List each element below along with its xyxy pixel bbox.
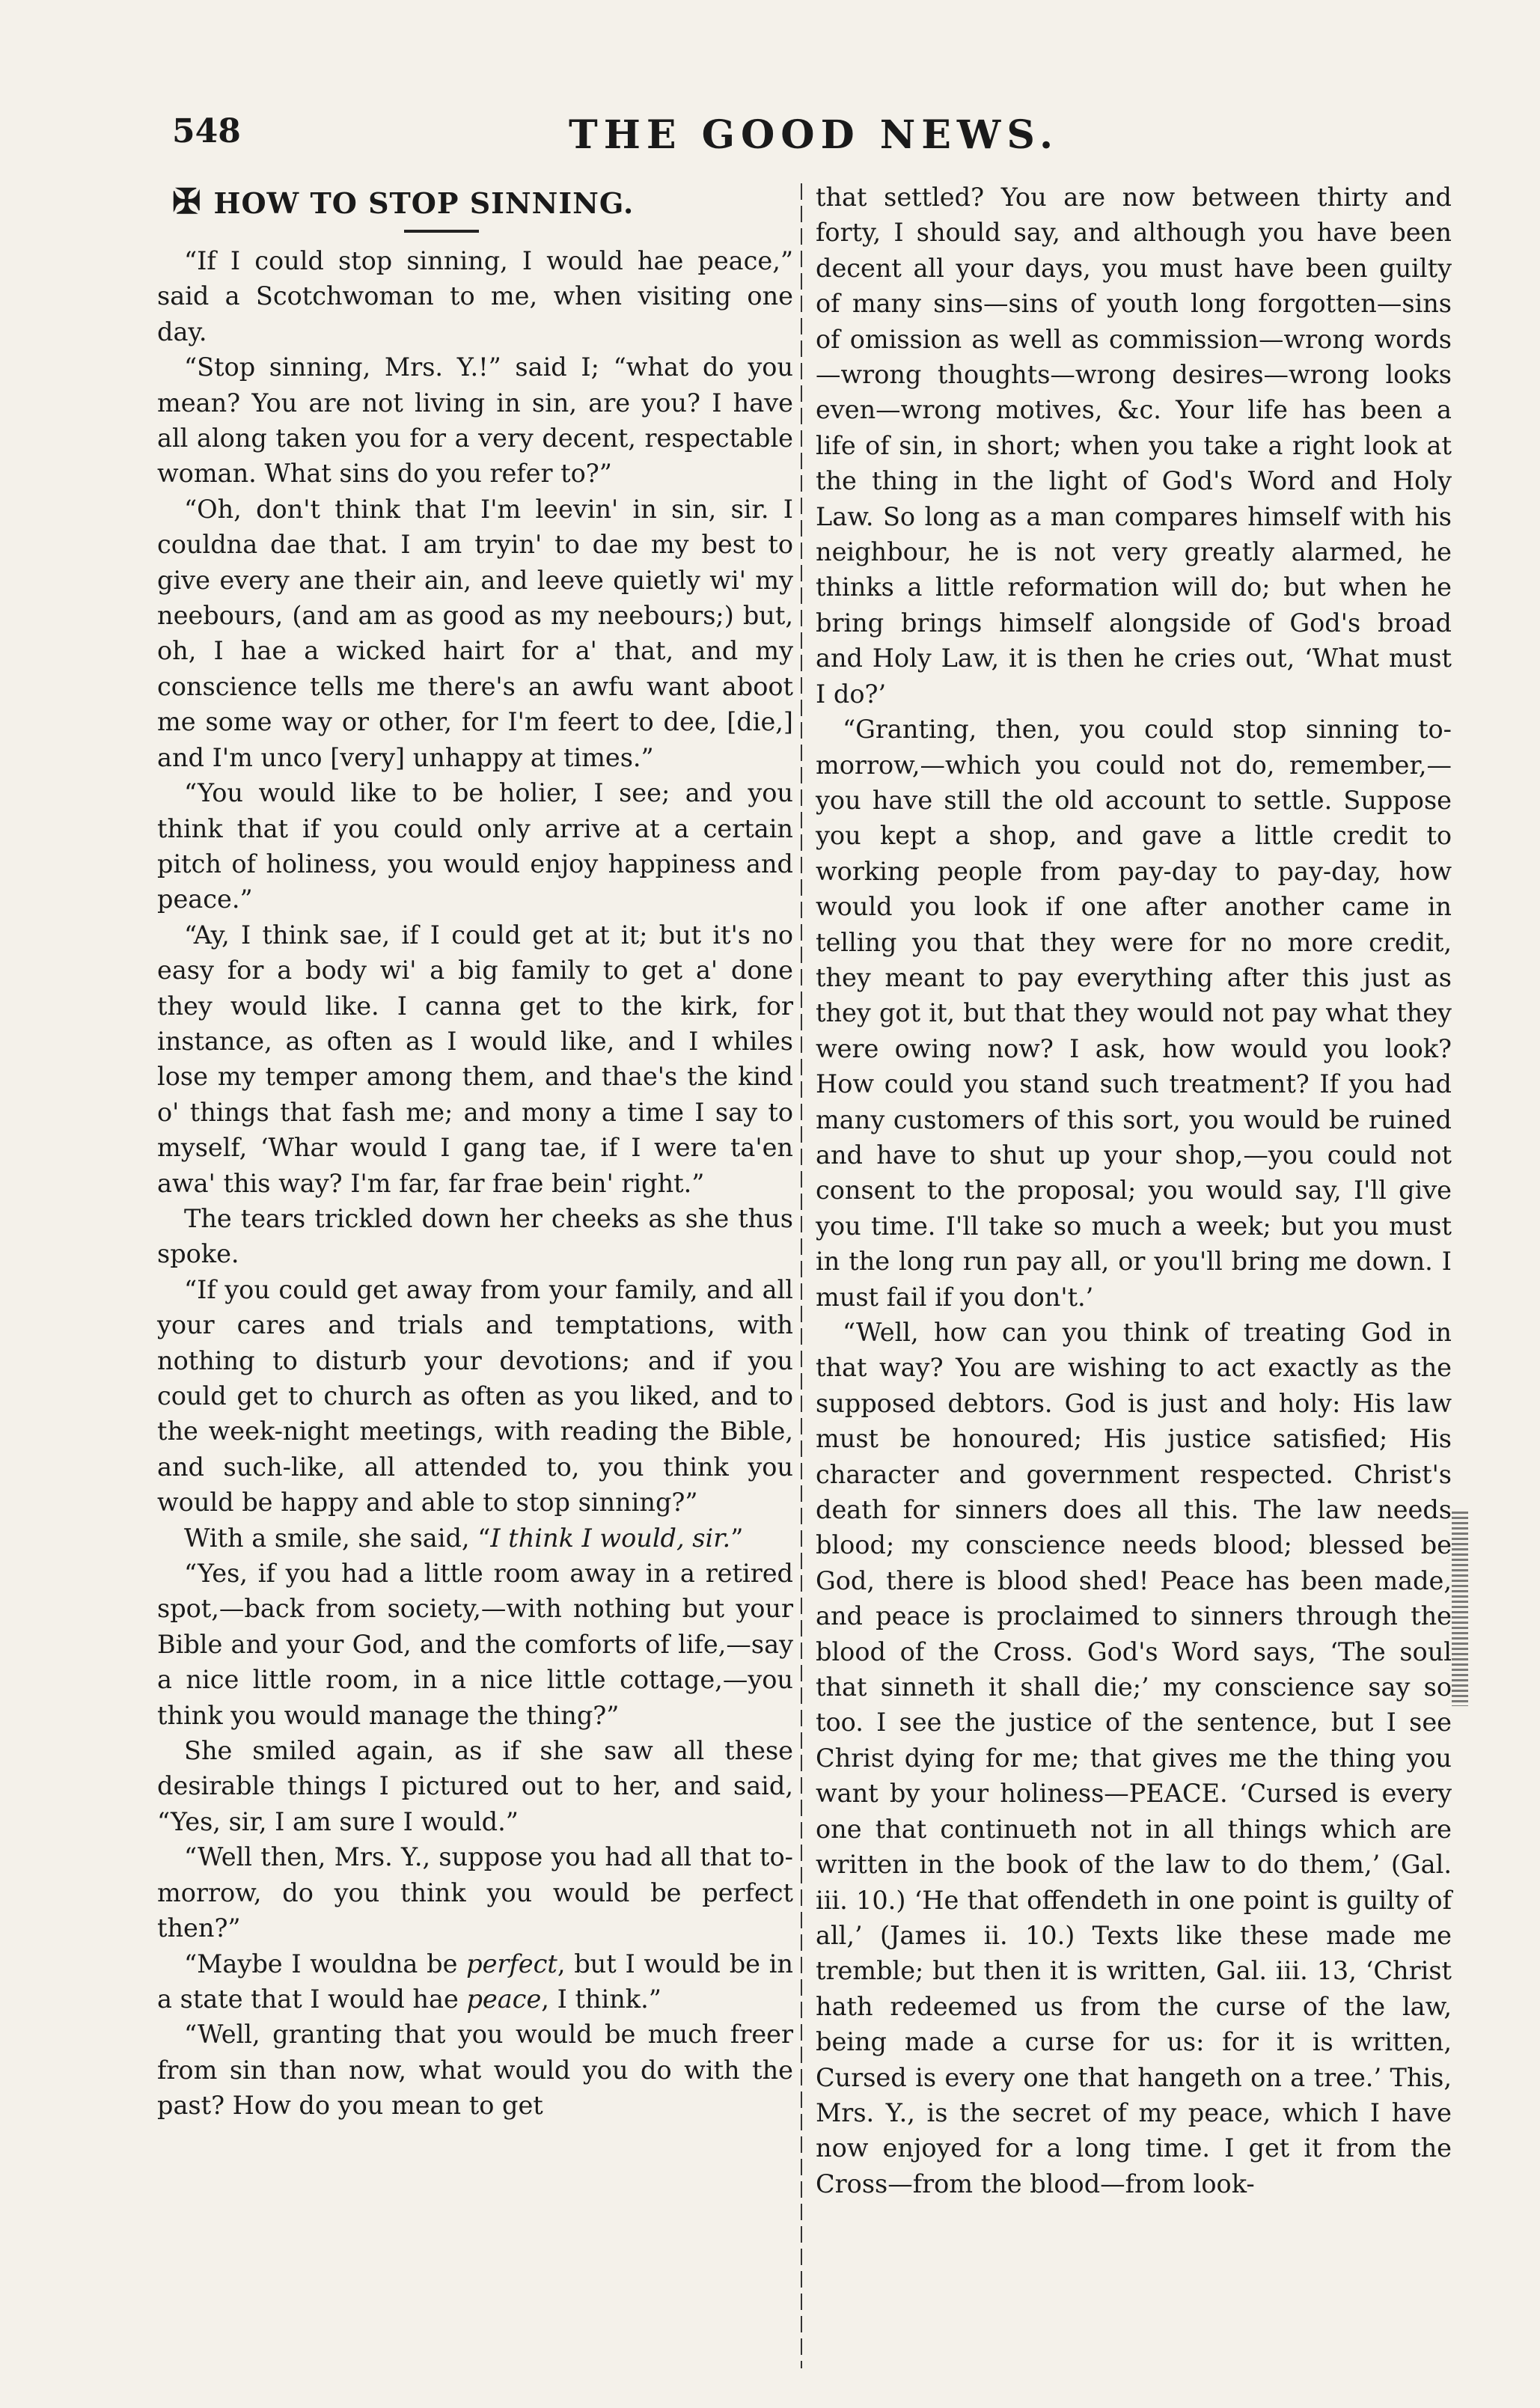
- paragraph: “Yes, if you had a little room away in a retired spot,—back from society,—with nothing but your Bible and your God, and the comforts of life,—say a nice little room, in a nice little cottage,—you think you would manage the thing?”: [157, 1559, 793, 1730]
- paragraph: “Well then, Mrs. Y., suppose you had all that to-morrow, do you think you would be perfect then?”: [157, 1842, 793, 1943]
- text-run: , I think.”: [541, 1984, 661, 2014]
- italic-run: peace: [466, 1984, 542, 2014]
- title-rule: [404, 230, 479, 233]
- margin-mark: [1452, 1512, 1468, 1706]
- paragraph: “If I could stop sinning, I would hae peace,” said a Scotchwoman to me, when visiting one day.: [157, 246, 793, 346]
- article-title-text: HOW TO STOP SINNING.: [213, 186, 635, 220]
- paragraph: [157, 1946, 793, 2017]
- article-title: [157, 180, 793, 225]
- italic-run: I think I would, sir.: [490, 1523, 731, 1553]
- italic-run: perfect: [466, 1949, 557, 1978]
- page-header: [150, 112, 1437, 172]
- right-column: [816, 180, 1452, 2201]
- text-run: “Maybe I wouldna be: [184, 1949, 467, 1978]
- paragraph: “Oh, don't think that I'm leevin' in sin, sir. I couldna dae that. I am tryin' to dae my best to give every ane their ain, and leeve quietly wi' my neebours, (and am as good as my neebours;) but, oh, I hae a wicked hairt for a' that, and my conscience tells me there's an awfu want aboot me some way or other, for I'm feert to dee, [die,] and I'm unco [very] unhappy at times.”: [157, 494, 793, 772]
- paragraph: “You would like to be holier, I see; and you think that if you could only arrive at a certain pitch of holiness, you would enjoy happiness and peace.”: [157, 778, 793, 914]
- paragraph: that settled? You are now between thirty and forty, I should say, and although you have been decent all your days, you must have been guilty of many sins—sins of youth long forgotten—sins of omission as well as commission—wrong words—wrong thoughts—wrong desires—wrong looks even—wrong motives, &c. Your life has been a life of sin, in short; when you take a right look at the thing in the light of God's Word and Holy Law. So long as a man compares himself with his neighbour, he is not very greatly alarmed, he thinks a little reformation will do; but when he bring brings himself alongside of God's broad and Holy Law, it is then he cries out, ‘What must I do?’: [816, 183, 1452, 709]
- paragraph: “Ay, I think sae, if I could get at it; but it's no easy for a body wi' a big family to get a' done they would like. I canna get to the kirk, for instance, as often as I would like, and I whiles lose my temper among them, and thae's the kind o' things that fash me; and mony a time I say to myself, ‘Whar would I gang tae, if I were ta'en awa' this way? I'm far, far frae bein' right.”: [157, 920, 793, 1198]
- paragraph: “Stop sinning, Mrs. Y.!” said I; “what do you mean? You are not living in sin, are you? I have all along taken you for a very decent, respectable woman. What sins do you refer to?”: [157, 352, 793, 489]
- text-run: , but I would be in a state that I would hae: [157, 1949, 793, 2014]
- running-title: THE GOOD NEWS.: [569, 112, 1060, 158]
- paragraph: The tears trickled down her cheeks as she thus spoke.: [157, 1203, 793, 1269]
- paragraph: “Well, granting that you would be much freer from sin than now, what would you do with the past? How do you mean to get: [157, 2020, 793, 2121]
- paragraph: “Well, how can you think of treating God in that way? You are wishing to act exactly as the supposed debtors. God is just and holy: His law must be honoured; His justice satisfied; His character and government respected. Christ's death for sinners does all this. The law needs blood; my conscience needs blood; blessed be God, there is blood shed! Peace has been made, and peace is proclaimed to sinners through the blood of the Cross. God's Word says, ‘The soul that sinneth it shall die;’ my conscience say so too. I see the justice of the sentence, but I see Christ dying for me; that gives me the thing you want by your holiness—PEACE. ‘Cursed is every one that continueth not in all things which are written in the book of the law to do them,’ (Gal. iii. 10.) ‘He that offendeth in one point is guilty of all,’ (James ii. 10.) Texts like these made me tremble; but then it is written, Gal. iii. 13, ‘Christ hath redeemed us from the curse of the law, being made a curse for us: for it is written, Cursed is every one that hangeth on a tree.’ This, Mrs. Y., is the secret of my peace, which I have now enjoyed for a long time. I get it from the Cross—from the blood—from look-: [816, 1318, 1452, 2198]
- check-mark-icon: ✠: [172, 181, 202, 221]
- column-rule: [801, 183, 802, 2368]
- paragraph: [157, 1521, 793, 1556]
- left-column: [157, 180, 793, 2124]
- page-number: 548: [172, 112, 241, 150]
- text-run: With a smile, she said, “: [184, 1523, 491, 1553]
- paragraph: She smiled again, as if she saw all these desirable things I pictured out to her, and said, “Yes, sir, I am sure I would.”: [157, 1736, 793, 1836]
- text-run: ”: [730, 1523, 744, 1553]
- paragraph: “Granting, then, you could stop sinning to-morrow,—which you could not do, remember,—you have still the old account to settle. Suppose you kept a shop, and gave a little credit to working people from pay-day to pay-day, how would you look if one after another came in telling you that they were for no more credit, they meant to pay everything after this just as they got it, but that they would not pay what they were owing now? I ask, how would you look? How could you stand such treatment? If you had many customers of this sort, you would be ruined and have to shut up your shop,—you could not consent to the proposal; you would say, I'll give you time. I'll take so much a week; but you must in the long run pay all, or you'll bring me down. I must fail if you don't.’: [816, 715, 1452, 1312]
- paragraph: “If you could get away from your family, and all your cares and trials and temptations, with nothing to disturb your devotions; and if you could get to church as often as you liked, and to the week-night meetings, with reading the Bible, and such-like, all attended to, you think you would be happy and able to stop sinning?”: [157, 1274, 793, 1518]
